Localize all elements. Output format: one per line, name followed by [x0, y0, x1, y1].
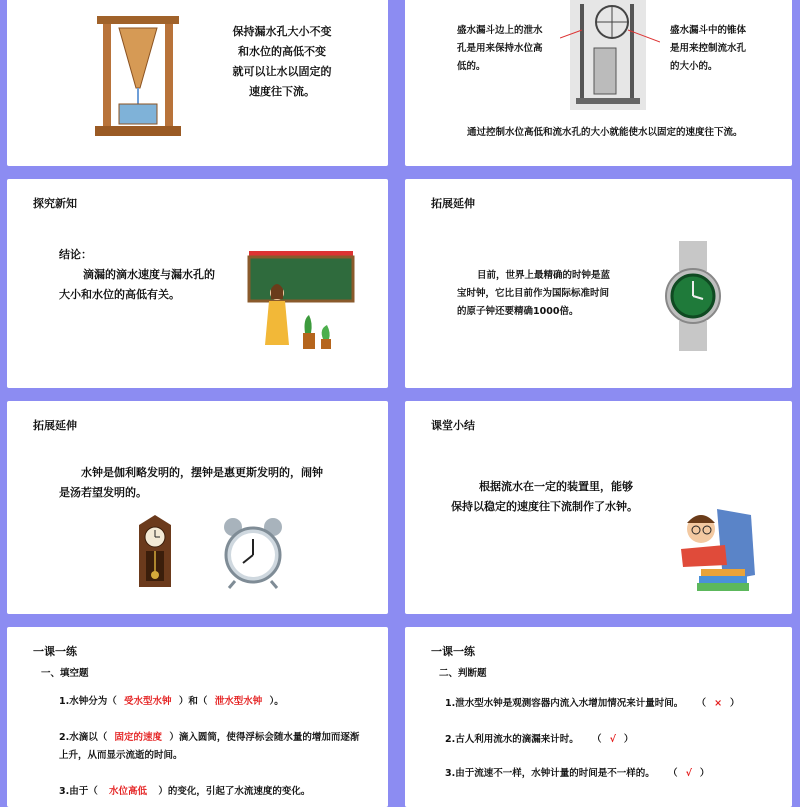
answer-text: 泄水型水钟 [214, 696, 263, 707]
conclusion-text [59, 265, 215, 305]
structure-summary: 通过控制水位高低和流水孔的大小就能使水以固定的速度往下流。 [467, 127, 743, 138]
answer-mark: √ [609, 734, 616, 745]
slide-title: 探究新知 [33, 197, 77, 210]
callout-arrows [560, 26, 660, 56]
question-text: 3.由于流速不一样，水钟计量的时间是不一样的。 [445, 768, 655, 779]
text-line: 和水位的高低不变 [238, 45, 326, 58]
judgement-3: 3.由于流速不一样，水钟计量的时间是不一样的。 （ √ ） [445, 768, 710, 779]
text-line: 盛水漏斗中的锥体 [670, 25, 747, 36]
slide-water-clock-principle [7, 0, 388, 166]
section-heading: 一、填空题 [41, 668, 89, 679]
judgement-2: 2.古人利用流水的滴漏来计时。 （ √ ） [445, 734, 634, 745]
text-line: 是汤若望发明的。 [59, 486, 147, 499]
answer-mark: × [714, 698, 723, 709]
text-line: 目前，世界上最精确的时钟是蓝 [477, 270, 611, 281]
left-caption [457, 22, 567, 76]
text-line: 水钟是伽利略发明的，摆钟是惠更斯发明的，闹钟 [81, 466, 323, 479]
text-line: 大小和水位的高低有关。 [59, 288, 180, 301]
slide-extension-clocks [7, 401, 388, 614]
slide-title: 一课一练 [431, 645, 475, 658]
text-line: 的大小的。 [670, 61, 718, 72]
question-text: 1.泄水型水钟是观测容器内流入水增加情况来计量时间。 [445, 698, 684, 709]
answer-text: 固定的速度 [114, 732, 163, 743]
question-text: ）的变化，引起了水流速度的变化。 [158, 786, 311, 797]
pendulum-clock-image [135, 515, 175, 591]
slide-title: 拓展延伸 [33, 419, 77, 432]
text-line: 滴漏的滴水速度与漏水孔的 [83, 268, 215, 281]
question-text: 2.水滴以（ [59, 732, 108, 743]
slide-title: 拓展延伸 [431, 197, 475, 210]
slide-fill-in-exercise [7, 627, 388, 807]
teacher-blackboard-illustration [247, 249, 355, 357]
question-text: ）。 [269, 696, 284, 707]
inventors-text [59, 463, 323, 503]
text-line: 是用来控制流水孔 [670, 43, 747, 54]
boy-reading-illustration [667, 505, 757, 593]
slide-water-clock-structure [405, 0, 792, 166]
slide-title: 课堂小结 [431, 419, 475, 432]
question-1 [59, 693, 284, 711]
summary-text [451, 477, 638, 517]
slide-extension-watch [405, 179, 792, 388]
slide-true-false-exercise [405, 627, 792, 807]
watch-text [457, 267, 657, 321]
answer-text: 水位高低 [109, 786, 148, 797]
question-3 [59, 783, 310, 801]
question-2 [59, 729, 359, 765]
text-line: 速度往下流。 [249, 85, 315, 98]
answer-mark: √ [685, 768, 692, 779]
principle-text [227, 22, 337, 102]
text-line: 盛水漏斗边上的泄水 [457, 25, 543, 36]
conclusion-label: 结论： [59, 248, 92, 261]
section-heading: 二、判断题 [439, 668, 487, 679]
text-line: 宝时钟，它比目前作为国际标准时间 [457, 288, 610, 299]
judgement-1: 1.泄水型水钟是观测容器内流入水增加情况来计量时间。 （ × ） [445, 698, 740, 709]
text-line: 的原子钟还要精确1000倍。 [457, 306, 579, 317]
slide-title: 一课一练 [33, 645, 77, 658]
right-caption [670, 22, 780, 76]
question-text: ）滴入圆筒，使得浮标会随水量的增加而逐渐 [169, 732, 360, 743]
text-line: 孔是用来保持水位高 [457, 43, 543, 54]
text-line: 低的。 [457, 61, 486, 72]
text-line: 保持以稳定的速度往下流制作了水钟。 [451, 500, 638, 513]
alarm-clock-image [221, 517, 285, 589]
answer-text: 受水型水钟 [124, 696, 172, 707]
text-line: 保持漏水孔大小不变 [232, 25, 332, 38]
hourglass-water-clock-image [93, 8, 183, 144]
slide-explore [7, 179, 388, 388]
question-text: 3.由于（ [59, 786, 98, 797]
question-text: 1.水钟分为（ [59, 696, 117, 707]
slide-summary [405, 401, 792, 614]
question-text: 上升，从而显示流逝的时间。 [59, 750, 183, 761]
text-line: 根据流水在一定的装置里，能够 [479, 480, 633, 493]
wristwatch-image [663, 241, 723, 351]
question-text: ）和（ [178, 696, 208, 707]
text-line: 就可以让水以固定的 [232, 65, 332, 78]
question-text: 2.古人利用流水的滴漏来计时。 [445, 734, 579, 745]
